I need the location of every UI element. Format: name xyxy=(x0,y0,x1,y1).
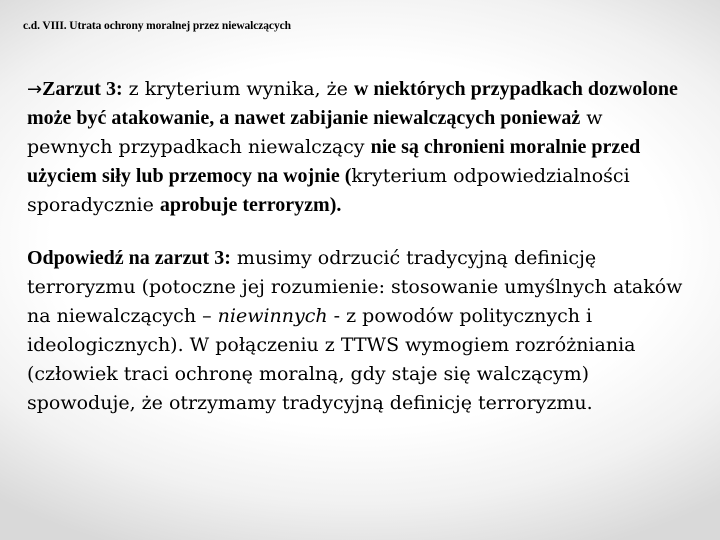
reply-text-1: musimy odrzucić tradycyjną definicję terroryzmu (potoczne jej rozumienie: stosowanie umyślnych ataków na niewalczących – xyxy=(27,247,683,327)
arrow-right-icon: → xyxy=(27,79,43,100)
objection-heading: Zarzut 3: xyxy=(42,78,123,100)
objection-paragraph xyxy=(27,75,692,220)
slide-body xyxy=(27,75,692,418)
objection-bold-1: w niektórych przypadkach dozwolone może być atakowanie, a nawet zabijanie niewalczących ponieważ xyxy=(27,78,678,129)
objection-text-3: kryterium odpowiedzialności sporadycznie xyxy=(27,165,630,216)
objection-bold-2: nie są chronieni moralnie przed użyciem siły lub przemocy na wojnie ( xyxy=(27,136,641,187)
reply-text-2: - z powodów politycznych i ideologicznych). W połączeniu z TTWS wymogiem rozróżniania (człowiek traci ochronę moralną, gdy staje się walczącym) spowoduje, że otrzymamy tradycyjną definicję terroryzmu. xyxy=(27,305,636,414)
reply-paragraph xyxy=(27,244,692,418)
objection-bold-3: aprobuje terroryzm). xyxy=(159,194,342,216)
objection-text-1: z kryterium wynika, że xyxy=(122,78,354,100)
slide-title: c.d. VIII. Utrata ochrony moralnej przez niewalczących xyxy=(23,20,291,32)
objection-text-2: w pewnych przypadkach niewalczący xyxy=(27,107,603,158)
reply-italic-word: niewinnych xyxy=(217,305,328,327)
reply-heading: Odpowiedź na zarzut 3: xyxy=(27,247,231,269)
